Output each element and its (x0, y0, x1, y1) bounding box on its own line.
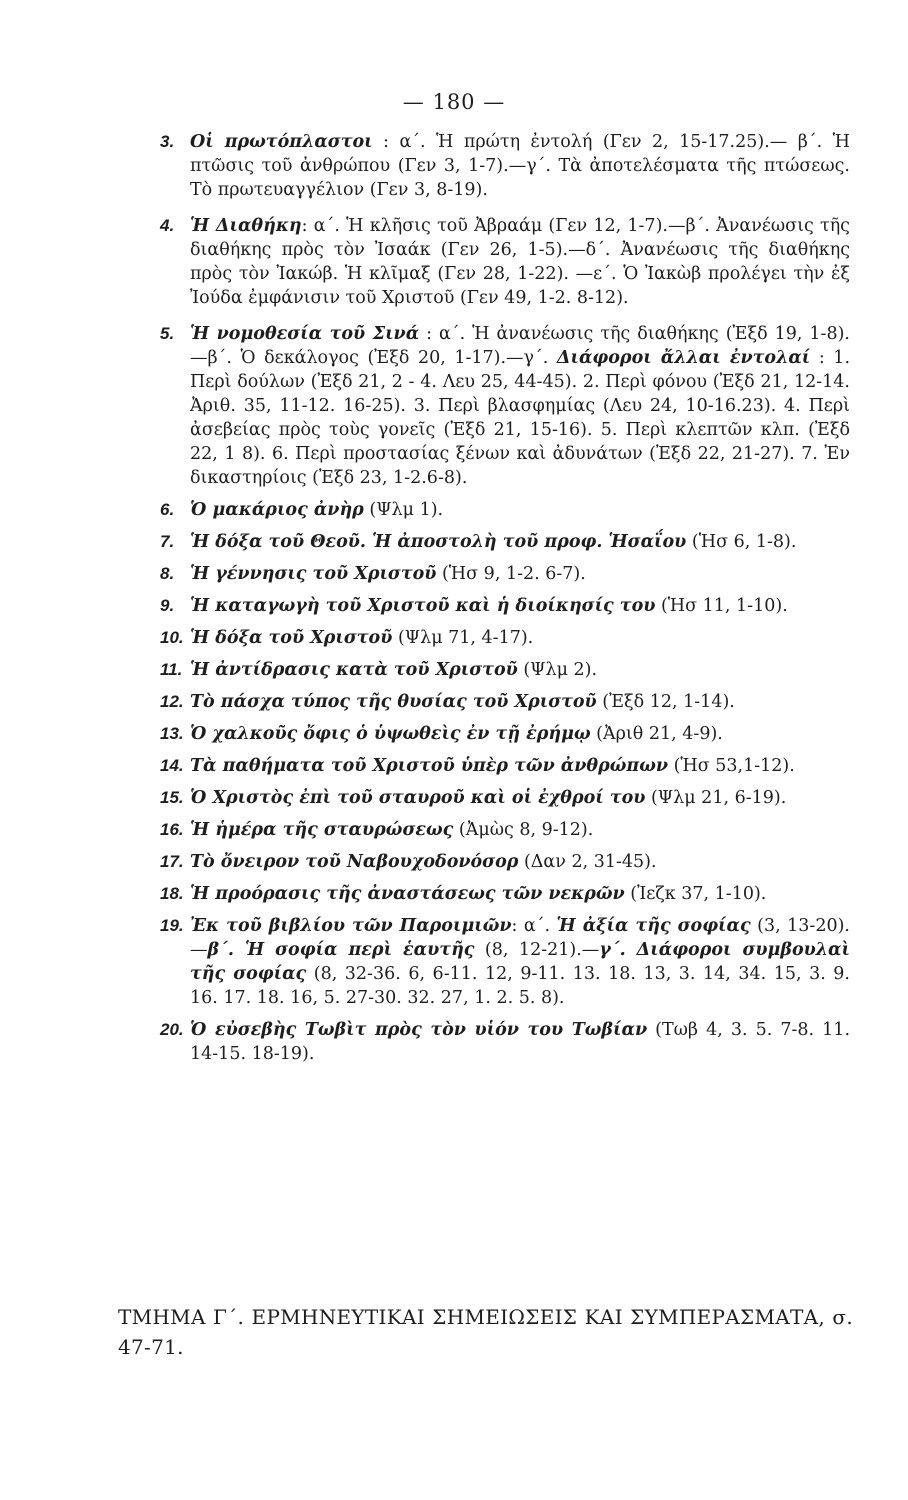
entry-title: Τὸ πάσχα τύπος τῆς θυσίας τοῦ Χριστοῦ (190, 692, 597, 712)
entry-number: 19. (160, 916, 184, 935)
entry-title: Ὁ μακάριος ἀνὴρ (190, 500, 364, 520)
entry-number: 7. (160, 532, 175, 551)
entry-text: (Τωβ 4, 3. 5. 7-8. 11. 14-15. 18-19). (190, 1020, 851, 1064)
entry-title: Ὁ χαλκοῦς ὄφις ὁ ὑψωθεὶς ἐν τῇ ἐρήμῳ (190, 724, 591, 744)
entry-number: 20. (160, 1020, 184, 1039)
entry-number: 16. (160, 820, 184, 839)
entry-title: Ἡ δόξα τοῦ Χριστοῦ (190, 628, 393, 648)
entry-title: Τὸ ὄνειρον τοῦ Ναβουχοδονόσορ (190, 852, 519, 872)
entry-number: 13. (160, 724, 184, 743)
entry-text-continued: (8, 32-36. 6, 6-11. 12, 9-11. 13. 18. 13, 3. 14, 34. 15, 3. 9. 16. 17. 18. 16, 5. 27-30. 32. 27, 1. 2. 5. 8). (190, 964, 850, 1008)
entry-text: : α΄. Ἡ πρώτη ἐντολή (Γεν 2, 15-17.25).— β΄. Ἡ πτῶσις τοῦ ἀνθρώπου (Γεν 3, 1-7).—γ΄. Τὰ ἀποτελέσματα τῆς πτώσεως. Τὸ πρωτευαγγέλιον (Γεν 3, 8-19). (190, 132, 850, 200)
entry-title: Ἡ ἡμέρα τῆς σταυρώσεως (190, 820, 454, 840)
entry-12 (160, 690, 850, 714)
entry-3 (160, 130, 850, 202)
entry-text: (Δαν 2, 31-45). (518, 852, 657, 872)
entry-title: Ἡ καταγωγὴ τοῦ Χριστοῦ καὶ ἡ διοίκησίς του (190, 596, 656, 616)
entry-list (160, 130, 850, 1066)
entry-subtitle: β΄. Ἡ σοφία περὶ ἑαυτῆς (207, 940, 475, 960)
entry-title: Ἡ προόρασις τῆς ἀναστάσεως τῶν νεκρῶν (190, 884, 625, 904)
entry-7 (160, 530, 850, 554)
entry-number: 4. (160, 216, 175, 235)
entry-number: 8. (160, 564, 175, 583)
entry-text-continued: : 1. Περὶ δούλων (Ἐξδ 21, 2 - 4. Λευ 25, 44-45). 2. Περὶ φόνου (Ἐξδ 21, 12-14. Ἀριθ. 35, 11-12. 16-25). 3. Περὶ βλασφημίας (Λευ 24, 10-16.23). 4. Περὶ ἀσεβείας πρὸς τοὺς γονεῖς (Ἐξδ 21, 15-16). 5. Περὶ κλεπτῶν κλπ. (Ἐξδ 22, 1 8). 6. Περὶ προστασίας ξένων καὶ ἀδυνάτων (Ἐξδ 22, 21-27). 7. Ἐν δικαστηρίοις (Ἐξδ 23, 1-2.6-8). (190, 348, 851, 488)
page-number: — 180 — (402, 90, 506, 114)
entry-text-continued: (8, 12-21).— (474, 940, 600, 960)
entry-text: (Ἐξδ 12, 1-14). (596, 692, 735, 712)
entry-text: : α΄. Ἡ ἀνανέωσις τῆς διαθήκης (Ἐξδ 19, 1-8).—β΄. Ὁ δεκάλογος (Ἐξδ 20, 1-17).—γ΄. (190, 324, 850, 368)
entry-title: Οἱ πρωτόπλαστοι (190, 132, 373, 152)
entry-title: Ἡ δόξα τοῦ Θεοῦ. Ἡ ἀποστολὴ τοῦ προφ. Ἡσαΐου (190, 532, 687, 552)
entry-number: 17. (160, 852, 184, 871)
entry-text: (Ψλμ 71, 4-17). (392, 628, 534, 648)
entry-title: Ἡ γέννησις τοῦ Χριστοῦ (190, 564, 437, 584)
entry-17 (160, 850, 850, 874)
entry-9 (160, 594, 850, 618)
entry-text: (Ἡσ 9, 1-2. 6-7). (436, 564, 586, 584)
entry-14 (160, 754, 850, 778)
entry-title: Ἡ ἀντίδρασις κατὰ τοῦ Χριστοῦ (190, 660, 518, 680)
entry-text: (Ἰεζκ 37, 1-10). (624, 884, 767, 904)
entry-number: 10. (160, 628, 184, 647)
entry-text-continued: (3, 13-20).— (190, 916, 850, 960)
entry-text: (Ψλμ 1). (363, 500, 444, 520)
entry-15 (160, 786, 850, 810)
entry-title: Ὁ Χριστὸς ἐπὶ τοῦ σταυροῦ καὶ οἱ ἐχθροί του (190, 788, 646, 808)
entry-19 (160, 914, 850, 1010)
entry-text: (Ἀριθ 21, 4-9). (590, 724, 723, 744)
entry-number: 9. (160, 596, 175, 615)
entry-number: 12. (160, 692, 184, 711)
entry-text: (Ἡσ 11, 1-10). (655, 596, 788, 616)
section-heading: ΤΜΗΜΑ Γ΄. ΕΡΜΗΝΕΥΤΙΚΑΙ ΣΗΜΕΙΩΣΕΙΣ ΚΑΙ ΣΥΜΠΕΡΑΣΜΑΤΑ, σ. 47-71. (118, 1305, 853, 1359)
entry-11 (160, 658, 850, 682)
entry-subtitle: Ἡ ἀξία τῆς σοφίας (556, 916, 751, 936)
entry-5 (160, 322, 850, 490)
entry-text: : α΄. (511, 916, 557, 936)
entry-10 (160, 626, 850, 650)
entry-number: 18. (160, 884, 184, 903)
entry-text: (Ἡσ 6, 1-8). (686, 532, 797, 552)
entry-4 (160, 214, 850, 310)
entry-20 (160, 1018, 850, 1066)
entry-subtitle: Διάφοροι ἄλλαι ἐντολαί (556, 348, 811, 368)
entry-number: 5. (160, 324, 175, 343)
entry-number: 14. (160, 756, 184, 775)
entry-title: Ἡ νομοθεσία τοῦ Σινά (190, 324, 420, 344)
entry-title: Ὁ εὐσεβὴς Τωβὶτ πρὸς τὸν υἱόν του Τωβίαν (190, 1020, 648, 1040)
entry-16 (160, 818, 850, 842)
entry-title: Τὰ παθήματα τοῦ Χριστοῦ ὑπὲρ τῶν ἀνθρώπων (190, 756, 669, 776)
entry-number: 6. (160, 500, 175, 519)
entry-title: Ἡ Διαθήκη (190, 216, 302, 236)
entry-number: 3. (160, 132, 175, 151)
entry-text: (Ψλμ 21, 6-19). (645, 788, 787, 808)
entry-text: : α΄. Ἡ κλῆσις τοῦ Ἀβραάμ (Γεν 12, 1-7).—β΄. Ἀνανέωσις τῆς διαθήκης πρὸς τὸν Ἰσαάκ (Γεν 26, 1-5).—δ΄. Ἀνανέωσις τῆς διαθήκης πρὸς τὸν Ἰακώβ. Ἡ κλῖμαξ (Γεν 28, 1-22). —ε΄. Ὁ Ἰακὼβ προλέγει τὴν ἐξ Ἰούδα ἐμφάνισιν τοῦ Χριστοῦ (Γεν 49, 1-2. 8-12). (190, 216, 850, 308)
entry-text: (Ἡσ 53,1-12). (668, 756, 795, 776)
entry-number: 15. (160, 788, 184, 807)
entry-6 (160, 498, 850, 522)
entry-13 (160, 722, 850, 746)
entry-18 (160, 882, 850, 906)
entry-text: (Ἀμὼς 8, 9-12). (453, 820, 594, 840)
entry-8 (160, 562, 850, 586)
entry-subtitle: γ΄. Διάφοροι συμβουλαὶ τῆς σοφίας (190, 940, 850, 984)
entry-text: (Ψλμ 2). (517, 660, 598, 680)
entry-title: Ἐκ τοῦ βιβλίου τῶν Παροιμιῶν (190, 916, 512, 936)
entry-number: 11. (160, 660, 183, 679)
